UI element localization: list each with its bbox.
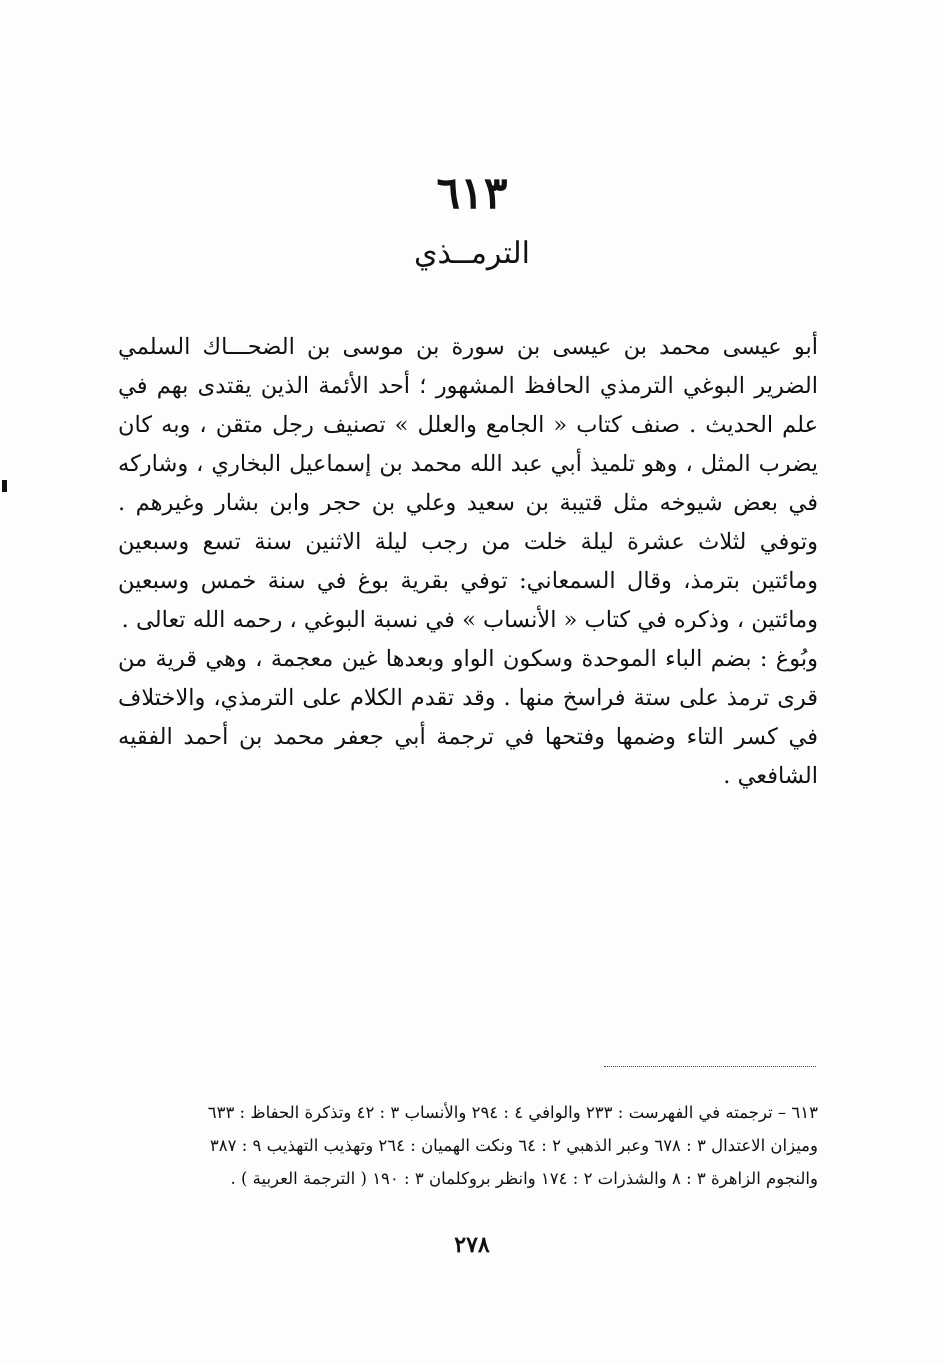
margin-mark (2, 480, 7, 492)
footnote-line-1: ٦١٣ – ترجمته في الفهرست : ٢٣٣ والوافي ٤ : ٢٩٤ والأنساب ٣ : ٤٢ وتذكرة الحفاظ : ٦٣٣ (207, 1103, 818, 1122)
entry-title: الترمــذي (414, 236, 530, 271)
footnote-line-3: والنجوم الزاهرة ٣ : ٨ والشذرات ٢ : ١٧٤ وانظر بروكلمان ٣ : ١٩٠ ( الترجمة العربية ) . (230, 1169, 818, 1188)
footnote-separator (604, 1066, 816, 1067)
footnote-line-2: وميزان الاعتدال ٣ : ٦٧٨ وعبر الذهبي ٢ : ٦٤ ونكت الهميان : ٢٦٤ وتهذيب التهذيب ٩ : ٣٨٧ (209, 1136, 818, 1155)
biography-paragraph-2: وبُوغ : بضم الباء الموحدة وسكون الواو وبعدها غين معجمة ، وهي قرية من قرى ترمذ على ستة فراسخ منها . وقد تقدم الكلام على الترمذي، والاختلاف في كسر التاء وضمها وفتحها في ترجمة أبي جعفر محمد بن أحمد الفقيه الشافعي . (118, 646, 818, 789)
footnotes (118, 1096, 818, 1195)
biography-paragraph-1: أبو عيسى محمد بن عيسى بن سورة بن موسى بن الضحـــاك السلمي الضرير البوغي الترمذي الحافظ المشهور ؛ أحد الأئمة الذين يقتدى بهم في علم الحديث . صنف كتاب « الجامع والعلل » تصنيف رجل متقن ، وبه كان يضرب المثل ، وهو تلميذ أبي عبد الله محمد بن إسماعيل البخاري ، وشاركه في بعض شيوخه مثل قتيبة بن سعيد وعلي بن حجر وابن بشار وغيرهم . وتوفي لثلاث عشرة ليلة خلت من رجب ليلة الاثنين سنة تسع وسبعين ومائتين بترمذ، وقال السمعاني: توفي بقرية بوغ في سنة خمس وسبعين ومائتين ، وذكره في كتاب « الأنساب » في نسبة البوغي ، رحمه الله تعالى . (118, 334, 818, 633)
entry-number: ٦١٣ (436, 168, 508, 219)
biography-text (118, 328, 818, 796)
page-number: ٢٧٨ (454, 1232, 490, 1258)
